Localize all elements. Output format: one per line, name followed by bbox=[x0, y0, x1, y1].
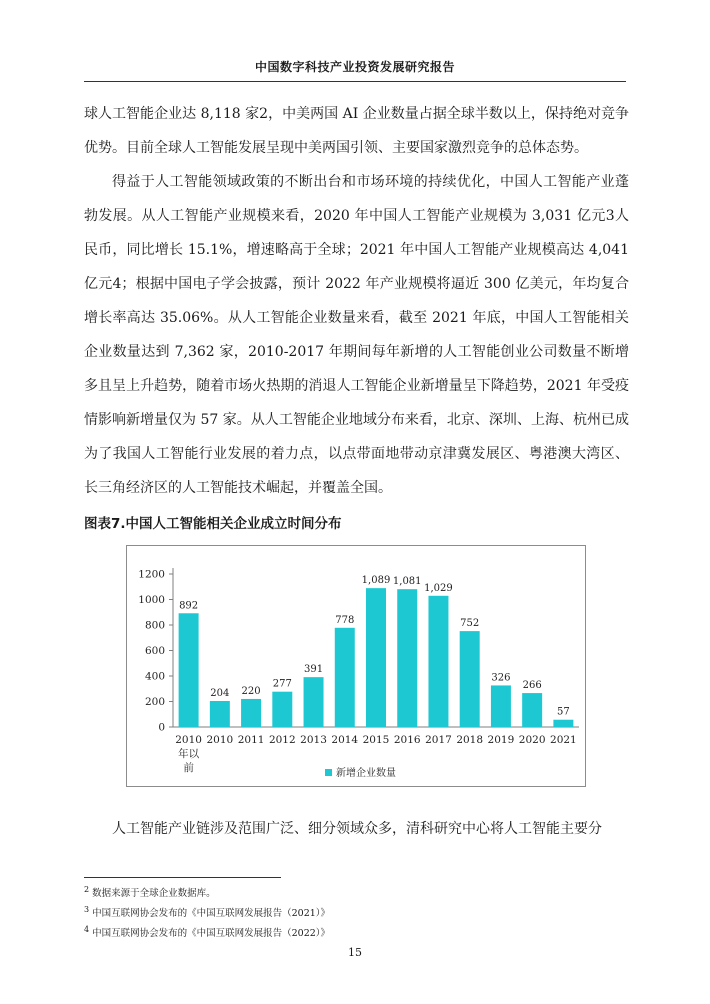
legend-swatch bbox=[325, 769, 332, 776]
data-label: 220 bbox=[241, 685, 261, 697]
paragraph-3: 人工智能产业链涉及范围广泛、细分领域众多，清科研究中心将人工智能主要分 bbox=[112, 821, 602, 837]
footnote-text: 数据来源于全球企业数据库。 bbox=[92, 888, 216, 900]
y-tick-label: 1000 bbox=[138, 594, 165, 606]
bar bbox=[304, 677, 324, 727]
footnote-text: 中国互联网协会发布的《中国互联网发展报告（2021）》 bbox=[92, 908, 331, 920]
x-tick-label: 2020 bbox=[518, 734, 546, 746]
x-tick-label: 2010 bbox=[175, 734, 202, 746]
x-tick-label-cont: 年以 bbox=[178, 748, 200, 760]
x-tick-label: 2019 bbox=[487, 734, 515, 746]
x-tick-label: 2011 bbox=[237, 734, 265, 746]
bar bbox=[397, 589, 417, 727]
x-tick-label: 2021 bbox=[550, 734, 577, 746]
data-label: 266 bbox=[522, 680, 542, 692]
bar bbox=[335, 628, 355, 727]
x-tick-label: 2014 bbox=[331, 734, 359, 746]
bar bbox=[553, 720, 573, 727]
x-tick-label: 2018 bbox=[456, 734, 484, 746]
chart-canvas bbox=[127, 546, 585, 786]
data-label: 326 bbox=[491, 672, 511, 684]
paragraph-1: 球人工智能企业达 8,118 家2，中美两国 AI 企业数量占据全球半数以上，保持绝对竞争优势。目前全球人工智能发展呈现中美两国引领、主要国家激烈竞争的总体态势。 bbox=[84, 106, 629, 156]
footnote-mark: 2 bbox=[84, 885, 90, 894]
x-tick-label-cont: 前 bbox=[183, 762, 194, 774]
y-tick-label: 600 bbox=[144, 645, 165, 657]
bar bbox=[366, 588, 386, 727]
data-label: 1,089 bbox=[361, 575, 391, 587]
footnote-item bbox=[84, 922, 330, 942]
page-number: 15 bbox=[348, 946, 362, 959]
data-label: 752 bbox=[460, 618, 480, 630]
paragraph-2: 得益于人工智能领域政策的不断出台和市场环境的持续优化，中国人工智能产业蓬勃发展。从人工智能产业规模来看，2020 年中国人工智能产业规模为 3,031 亿元3人民币，同比增长 15.1%，增速略高于全球；2021 年中国人工智能产业规模高达 4,041 亿元4；根据中国电子学会披露，预计 2022 年产业规模将逼近 300 亿美元，年均复合增长率高达 35.06%。从人工智能企业数量来看，截至 2021 年底，中国人工智能相关企业数量达到 7,362 家，2010-2017 年期间每年新增的人工智能创业公司数量不断增多且呈上升趋势，随着市场火热期的消退人工智能企业新增量呈下降趋势，2021 年受疫情影响新增量仅为 57 家。从人工智能企业地域分布来看，北京、深圳、上海、杭州已成为了我国人工智能行业发展的着力点，以点带面地带动京津冀发展区、粤港澳大湾区、长三角经济区的人工智能技术崛起，并覆盖全国。 bbox=[84, 174, 629, 496]
y-tick-label: 400 bbox=[144, 670, 165, 683]
running-header: 中国数字科技产业投资发展研究报告 bbox=[84, 58, 626, 82]
bar bbox=[241, 699, 261, 727]
data-label: 1,029 bbox=[424, 582, 453, 594]
data-label: 204 bbox=[210, 687, 230, 699]
footnotes bbox=[84, 882, 330, 942]
bar bbox=[460, 631, 480, 727]
footnote-divider bbox=[84, 877, 281, 878]
x-tick-label: 2010 bbox=[206, 734, 234, 746]
y-tick-label: 800 bbox=[144, 619, 165, 632]
data-label: 277 bbox=[272, 678, 292, 690]
bar-chart bbox=[126, 545, 586, 787]
x-tick-label: 2016 bbox=[393, 734, 421, 746]
footnote-item bbox=[84, 882, 330, 902]
data-label: 391 bbox=[303, 664, 324, 676]
bar bbox=[491, 685, 511, 727]
bar bbox=[272, 692, 292, 727]
footnote-item bbox=[84, 902, 330, 922]
y-tick-label: 1200 bbox=[138, 568, 165, 581]
legend-label: 新增企业数量 bbox=[336, 768, 396, 779]
y-tick-label: 200 bbox=[144, 696, 165, 708]
x-tick-label: 2015 bbox=[362, 734, 390, 746]
y-tick-label: 0 bbox=[158, 721, 165, 734]
x-tick-label: 2013 bbox=[300, 734, 327, 746]
data-label: 1,081 bbox=[392, 576, 422, 588]
footnote-mark: 3 bbox=[84, 905, 90, 915]
data-label: 778 bbox=[335, 614, 355, 626]
bar bbox=[428, 596, 448, 727]
bar bbox=[522, 693, 542, 727]
bar bbox=[179, 613, 199, 727]
footnote-mark: 4 bbox=[84, 925, 90, 935]
footnote-text: 中国互联网协会发布的《中国互联网发展报告（2022）》 bbox=[92, 928, 331, 940]
figure-title: 图表7.中国人工智能相关企业成立时间分布 bbox=[84, 516, 342, 532]
x-tick-label: 2012 bbox=[268, 734, 296, 746]
data-label: 57 bbox=[557, 706, 570, 718]
data-label: 892 bbox=[179, 600, 199, 612]
x-tick-label: 2017 bbox=[425, 734, 452, 746]
bar bbox=[210, 701, 230, 727]
